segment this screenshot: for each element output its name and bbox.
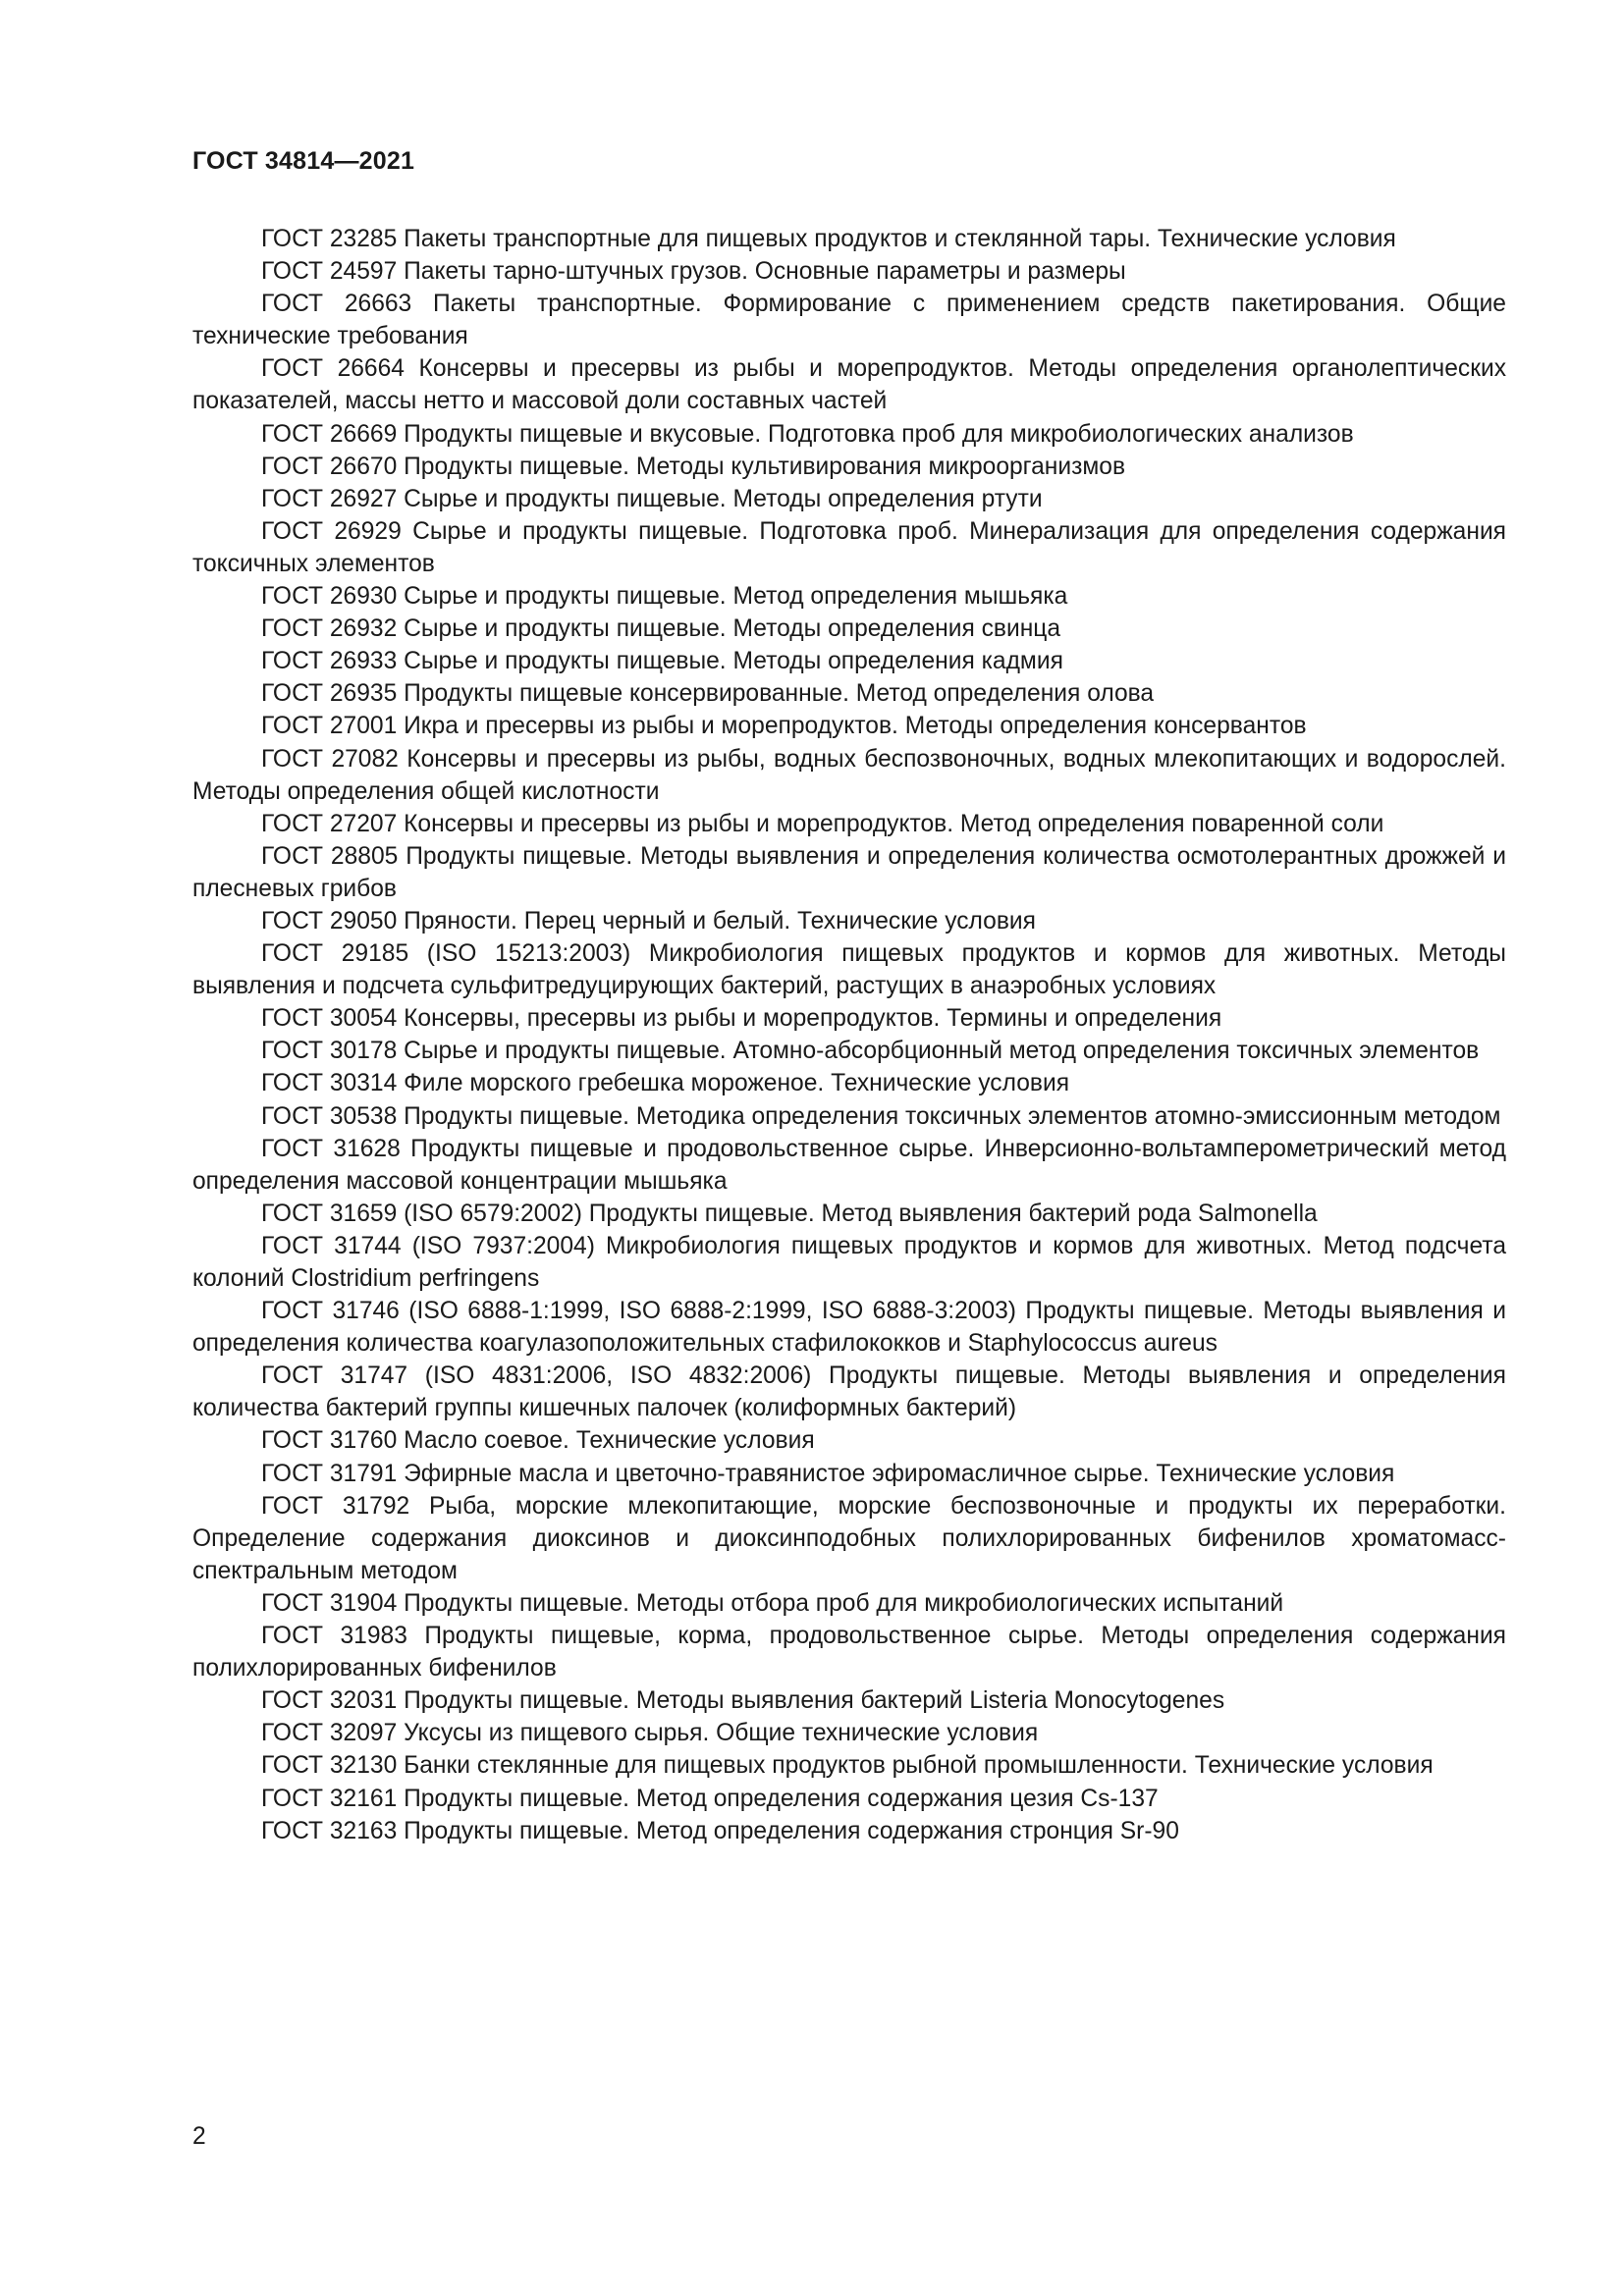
reference-entry: ГОСТ 31659 (ISO 6579:2002) Продукты пищевые. Метод выявления бактерий рода Salmonella bbox=[261, 1200, 1318, 1227]
reference-entry: ГОСТ 31983 Продукты пищевые, корма, продовольственное сырье. Методы определения содержания полихлорированных бифенилов bbox=[192, 1623, 1506, 1682]
reference-entry: ГОСТ 29185 (ISO 15213:2003) Микробиология пищевых продуктов и кормов для животных. Методы выявления и подсчета сульфитредуцирующих бактерий, растущих в анаэробных условиях bbox=[192, 940, 1506, 1000]
reference-entry: ГОСТ 23285 Пакеты транспортные для пищевых продуктов и стеклянной тары. Технические условия bbox=[261, 226, 1396, 252]
document-header: ГОСТ 34814—2021 bbox=[192, 147, 415, 175]
reference-entry: ГОСТ 24597 Пакеты тарно-штучных грузов. Основные параметры и размеры bbox=[261, 258, 1126, 286]
reference-entry: ГОСТ 26930 Сырье и продукты пищевые. Метод определения мышьяка bbox=[261, 583, 1068, 611]
reference-entry: ГОСТ 29050 Пряности. Перец черный и белый. Технические условия bbox=[261, 907, 1036, 934]
reference-entry: ГОСТ 26669 Продукты пищевые и вкусовые. Подготовка проб для микробиологических анализов bbox=[261, 420, 1354, 448]
reference-entry: ГОСТ 32163 Продукты пищевые. Метод определения содержания стронция Sr-90 bbox=[261, 1817, 1179, 1844]
reference-entry: ГОСТ 26927 Сырье и продукты пищевые. Методы определения ртути bbox=[261, 485, 1043, 512]
reference-entry: ГОСТ 26935 Продукты пищевые консервированные. Метод определения олова bbox=[261, 680, 1155, 708]
reference-entry: ГОСТ 27082 Консервы и пресервы из рыбы, водных беспозвоночных, водных млекопитающих и водорослей. Методы определения общей кислотности bbox=[192, 745, 1506, 805]
page-number: 2 bbox=[192, 2123, 206, 2150]
reference-entry: ГОСТ 31746 (ISO 6888-1:1999, ISO 6888-2:1999, ISO 6888-3:2003) Продукты пищевые. Методы выявления и определения количества коагулазоположительных стафилококков и Staphylococcus aureus bbox=[192, 1298, 1506, 1358]
reference-entry: ГОСТ 31628 Продукты пищевые и продовольственное сырье. Инверсионно-вольтамперометрический метод определения массовой концентрации мышьяка bbox=[192, 1135, 1506, 1195]
reference-entry: ГОСТ 32031 Продукты пищевые. Методы выявления бактерий Listeria Monocytogenes bbox=[261, 1687, 1225, 1715]
normative-references-list bbox=[192, 223, 1506, 1847]
reference-entry: ГОСТ 30538 Продукты пищевые. Методика определения токсичных элементов атомно-эмиссионным методом bbox=[261, 1102, 1501, 1130]
reference-entry: ГОСТ 32161 Продукты пищевые. Метод определения содержания цезия Cs-137 bbox=[261, 1785, 1159, 1812]
reference-entry: ГОСТ 30314 Филе морского гребешка мороженое. Технические условия bbox=[261, 1070, 1070, 1097]
reference-entry: ГОСТ 26933 Сырье и продукты пищевые. Методы определения кадмия bbox=[261, 648, 1063, 675]
reference-entry: ГОСТ 26932 Сырье и продукты пищевые. Методы определения свинца bbox=[261, 615, 1061, 643]
reference-entry: ГОСТ 28805 Продукты пищевые. Методы выявления и определения количества осмотолерантных дрожжей и плесневых грибов bbox=[192, 842, 1506, 902]
reference-entry: ГОСТ 32097 Уксусы из пищевого сырья. Общие технические условия bbox=[261, 1720, 1039, 1747]
reference-entry: ГОСТ 26664 Консервы и пресервы из рыбы и морепродуктов. Методы определения органолептических показателей, массы нетто и массовой доли составных частей bbox=[192, 355, 1506, 415]
reference-entry: ГОСТ 31904 Продукты пищевые. Методы отбора проб для микробиологических испытаний bbox=[261, 1589, 1284, 1617]
reference-entry: ГОСТ 27207 Консервы и пресервы из рыбы и морепродуктов. Метод определения поваренной соли bbox=[261, 810, 1384, 837]
reference-entry: ГОСТ 31744 (ISO 7937:2004) Микробиология пищевых продуктов и кормов для животных. Метод подсчета колоний Clostridium perfringens bbox=[192, 1232, 1506, 1292]
reference-entry: ГОСТ 31792 Рыба, морские млекопитающие, морские беспозвоночные и продукты их переработки. Определение содержания диоксинов и диоксинподобных полихлорированных бифенилов хроматомасс-спектральным методом bbox=[192, 1492, 1506, 1584]
reference-entry: ГОСТ 31747 (ISO 4831:2006, ISO 4832:2006) Продукты пищевые. Методы выявления и определения количества бактерий группы кишечных палочек (колиформных бактерий) bbox=[192, 1362, 1506, 1422]
reference-entry: ГОСТ 26929 Сырье и продукты пищевые. Подготовка проб. Минерализация для определения содержания токсичных элементов bbox=[192, 517, 1506, 577]
reference-entry: ГОСТ 27001 Икра и пресервы из рыбы и морепродуктов. Методы определения консервантов bbox=[261, 713, 1307, 740]
reference-entry: ГОСТ 31791 Эфирные масла и цветочно-травянистое эфиромасличное сырье. Технические условия bbox=[261, 1460, 1395, 1487]
reference-entry: ГОСТ 26663 Пакеты транспортные. Формирование с применением средств пакетирования. Общие технические требования bbox=[192, 291, 1506, 350]
reference-entry: ГОСТ 26670 Продукты пищевые. Методы культивирования микроорганизмов bbox=[261, 453, 1126, 480]
reference-entry: ГОСТ 30054 Консервы, пресервы из рыбы и морепродуктов. Термины и определения bbox=[261, 1005, 1222, 1033]
reference-entry: ГОСТ 31760 Масло соевое. Технические условия bbox=[261, 1427, 815, 1455]
reference-entry: ГОСТ 30178 Сырье и продукты пищевые. Атомно-абсорбционный метод определения токсичных элементов bbox=[261, 1038, 1480, 1065]
reference-entry: ГОСТ 32130 Банки стеклянные для пищевых продуктов рыбной промышленности. Технические условия bbox=[261, 1752, 1434, 1780]
